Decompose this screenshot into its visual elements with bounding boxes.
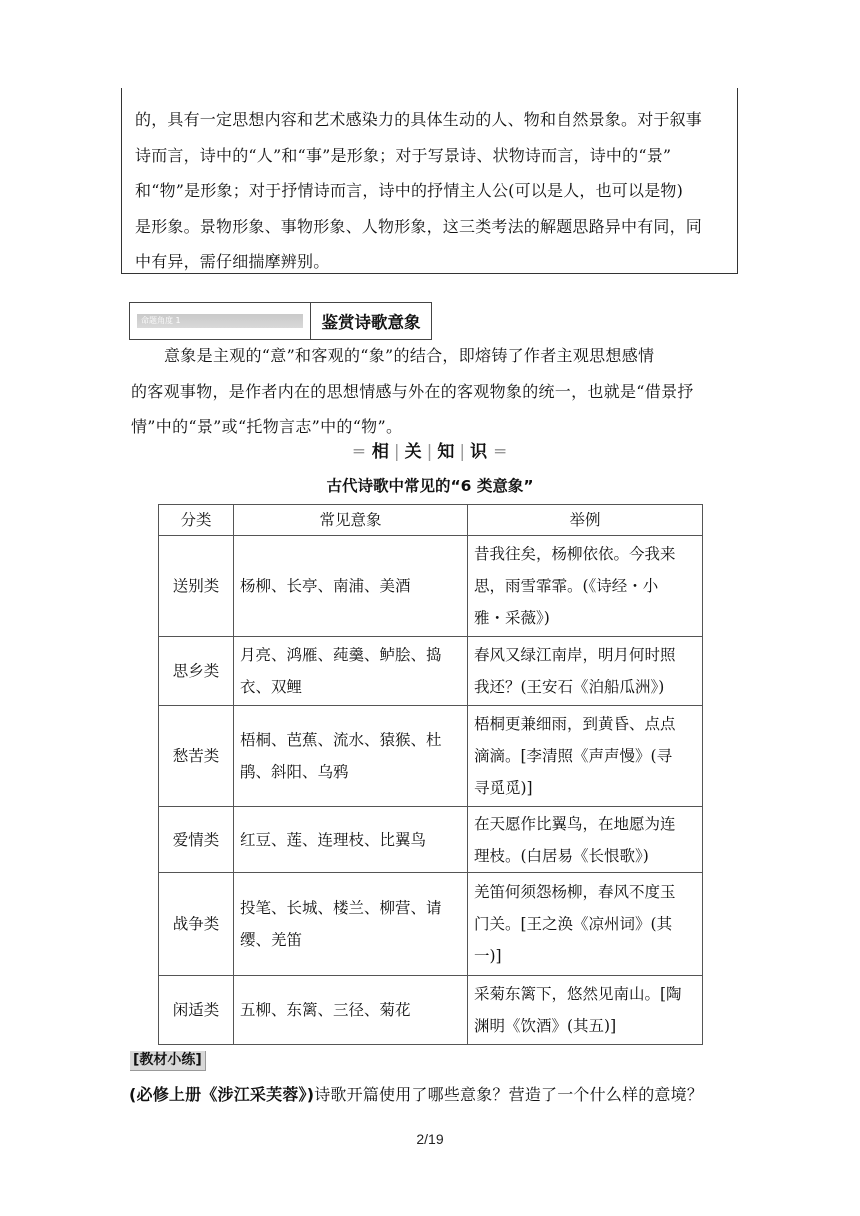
intro-box [121,88,738,274]
example-line: 春风又绿江南岸，明月何时照 [474,646,676,664]
column-header: 举例 [468,505,703,536]
table-row [159,637,703,706]
example-line: 采菊东篱下，悠然见南山。[陶 [474,985,682,1003]
table-row [159,536,703,637]
images-cell [234,976,468,1045]
exercise-label: [教材小练] [130,1051,206,1071]
example-line: 雅・采薇》) [474,609,550,627]
example-line: 寻觅觅)] [474,779,533,797]
question-source: (必修上册《涉江采芙蓉》) [129,1085,315,1104]
intro-paragraph [131,338,731,445]
section-tag-cell [130,303,311,339]
table-row [159,976,703,1045]
imagery-table [158,504,703,1045]
heading-separator: | [393,442,401,462]
example-line: 我还？(王安石《泊船瓜洲》) [474,678,665,696]
images-line: 红豆、莲、连理枝、比翼鸟 [240,830,427,849]
category-cell: 闲适类 [159,976,234,1045]
images-line: 缨、羌笛 [240,931,303,949]
heading-separator: | [459,442,467,462]
images-cell [234,706,468,807]
heading-char: 相 [371,442,390,462]
example-line: 思，雨雪霏霏。(《诗经・小 [474,577,659,595]
example-cell [468,976,703,1045]
images-line: 月亮、鸿雁、莼羹、鲈脍、捣 [240,646,442,664]
example-cell [468,637,703,706]
table-row [159,807,703,873]
section-title: 鉴赏诗歌意象 [321,313,421,332]
example-line: 一)] [474,947,502,965]
column-header: 分类 [159,505,234,536]
images-line: 衣、双鲤 [240,678,303,696]
images-line: 五柳、东篱、三径、菊花 [240,1001,411,1019]
section-tag: 命题角度 1 [137,314,303,328]
intro-line: 是形象。景物形象、事物形象、人物形象，这三类考法的解题思路异中有同，同 [135,216,703,236]
category-cell: 爱情类 [159,807,234,873]
example-cell [468,706,703,807]
images-cell [234,873,468,976]
example-line: 滴滴。[李清照《声声慢》(寻 [474,747,673,765]
heading-char: 识 [470,442,489,462]
intro-line: 诗而言，诗中的“人”和“事”是形象；对于写景诗、状物诗而言，诗中的“景” [135,145,672,165]
images-line: 梧桐、芭蕉、流水、猿猴、杜 [240,731,442,749]
page-number: 2/19 [416,1131,444,1147]
heading-separator: | [426,442,434,462]
heading-decoration-left: ═ [353,442,365,462]
images-line: 投笔、长城、楼兰、柳营、请 [240,899,442,917]
example-line: 梧桐更兼细雨，到黄昏、点点 [474,715,676,733]
exercise-question [129,1082,703,1105]
images-line: 杨柳、长亭、南浦、美酒 [240,577,411,595]
images-cell [234,536,468,637]
question-text: 诗歌开篇使用了哪些意象？营造了一个什么样的意境？ [314,1085,704,1104]
intro-line: 中有异，需仔细揣摩辨别。 [135,252,330,271]
knowledge-heading [0,437,860,462]
intro-line: 的，具有一定思想内容和艺术感染力的具体生动的人、物和自然景象。对于叙事 [135,110,703,129]
heading-char: 知 [437,442,456,462]
example-cell [468,807,703,873]
example-line: 昔我往矣，杨柳依依。今我来 [474,545,676,563]
images-cell [234,637,468,706]
heading-decoration-right: ═ [495,442,507,462]
category-cell: 思乡类 [159,637,234,706]
example-line: 渊明《饮酒》(其五)] [474,1017,617,1035]
table-header-row [159,505,703,536]
example-line: 理枝。(白居易《长恨歌》) [474,846,649,865]
example-line: 在天愿作比翼鸟，在地愿为连 [474,814,676,833]
paragraph-line: 的客观事物，是作者内在的思想情感与外在的客观物象的统一，也就是“借景抒 [131,381,694,401]
section-header [129,302,432,340]
paragraph-line: 情”中的“景”或“托物言志”中的“物”。 [131,417,403,436]
category-cell: 送别类 [159,536,234,637]
paragraph-line: 意象是主观的“意”和客观的“象”的结合，即熔铸了作者主观思想感情 [164,346,655,365]
images-cell [234,807,468,873]
example-line: 门关。[王之涣《凉州词》(其 [474,915,673,933]
category-cell: 战争类 [159,873,234,976]
example-cell [468,873,703,976]
column-header: 常见意象 [234,505,468,536]
example-line: 羌笛何须怨杨柳，春风不度玉 [474,883,676,901]
table-title: 古代诗歌中常见的“6 类意象” [326,477,534,495]
category-cell: 愁苦类 [159,706,234,807]
example-cell [468,536,703,637]
intro-line: 和“物”是形象；对于抒情诗而言，诗中的抒情主人公(可以是人，也可以是物) [135,181,684,200]
heading-char: 关 [404,442,423,462]
images-line: 鹃、斜阳、乌鸦 [240,763,349,781]
table-row [159,873,703,976]
table-row [159,706,703,807]
